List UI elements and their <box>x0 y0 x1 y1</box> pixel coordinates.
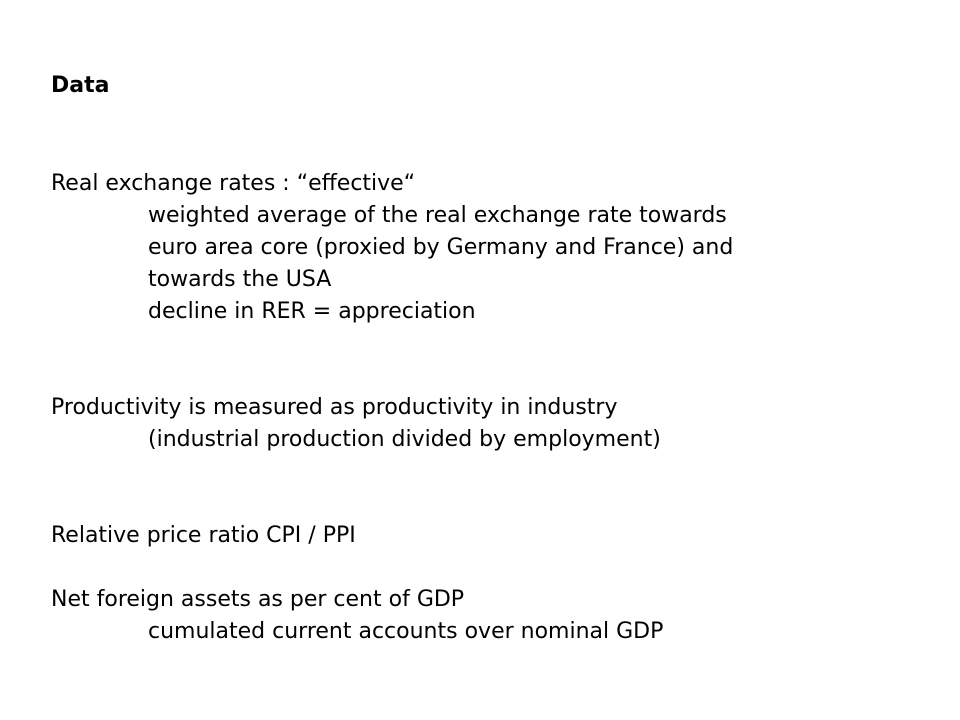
detail-line: euro area core (proxied by Germany and France) and <box>148 235 734 260</box>
detail-line: decline in RER = appreciation <box>148 299 476 324</box>
detail-line: (industrial production divided by employment) <box>148 427 661 452</box>
section-heading-real-exchange-rates: Real exchange rates : “effective“ <box>51 171 416 196</box>
section-heading-relative-price-ratio: Relative price ratio CPI / PPI <box>51 523 356 548</box>
section-heading-net-foreign-assets: Net foreign assets as per cent of GDP <box>51 587 465 612</box>
section-heading-productivity: Productivity is measured as productivity in industry <box>51 395 618 420</box>
detail-line: towards the USA <box>148 267 332 292</box>
detail-line: cumulated current accounts over nominal GDP <box>148 619 664 644</box>
detail-line: weighted average of the real exchange rate towards <box>148 203 727 228</box>
page-title: Data <box>51 73 110 98</box>
